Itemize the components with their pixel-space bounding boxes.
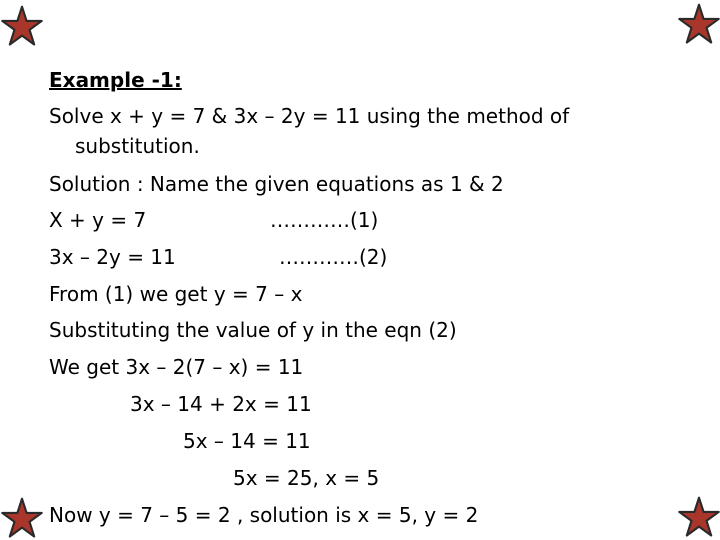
- step-1: From (1) we get y = 7 – x: [49, 282, 303, 306]
- solution-intro: Solution : Name the given equations as 1 & 2: [49, 172, 504, 196]
- star-icon: [1, 497, 43, 539]
- step-5: 5x – 14 = 11: [183, 429, 311, 453]
- star-icon: [1, 5, 43, 47]
- step-3: We get 3x – 2(7 – x) = 11: [49, 355, 304, 379]
- step-6: 5x = 25, x = 5: [233, 466, 380, 490]
- star-icon: [678, 496, 720, 538]
- star-icon: [678, 3, 720, 45]
- step-2: Substituting the value of y in the eqn (2): [49, 318, 457, 342]
- step-4: 3x – 14 + 2x = 11: [130, 392, 312, 416]
- equation-1: X + y = 7: [49, 208, 147, 232]
- problem-statement-line-1: Solve x + y = 7 & 3x – 2y = 11 using the method of: [49, 104, 570, 128]
- equation-1-tag: …………(1): [270, 208, 379, 232]
- equation-2-tag: …………(2): [279, 245, 388, 269]
- conclusion: Now y = 7 – 5 = 2 , solution is x = 5, y = 2: [49, 503, 479, 527]
- equation-2: 3x – 2y = 11: [49, 245, 176, 269]
- slide-title: Example -1:: [49, 68, 182, 92]
- problem-statement-line-2: substitution.: [75, 134, 200, 158]
